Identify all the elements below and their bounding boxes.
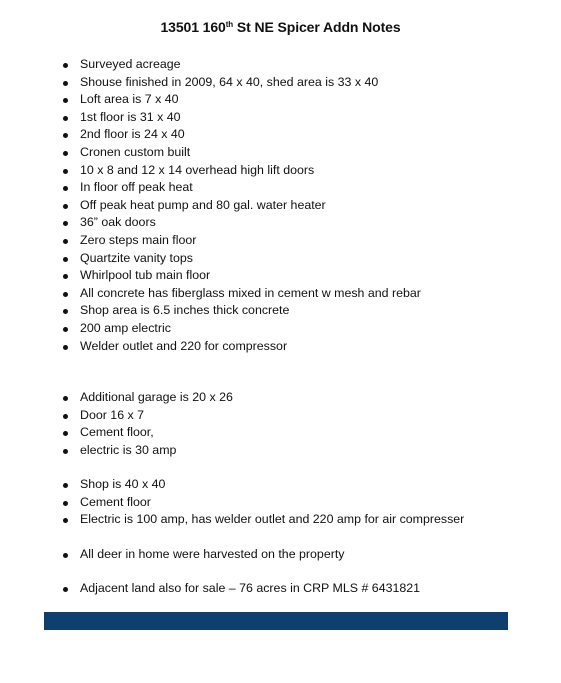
title-superscript: th [225,20,234,29]
list-item-text: Cronen custom built [80,144,191,159]
list-item [64,338,544,356]
list-item-text: 2nd floor is 24 x 40 [80,127,185,142]
list-item-text: Adjacent land also for sale – 76 acres in CRP MLS # 6431821 [80,581,421,595]
page-title [0,19,561,35]
list-item [64,232,544,250]
list-item-text: 200 amp electric [80,320,171,335]
list-item [64,126,544,144]
list-item [64,302,544,320]
list-item [64,250,544,268]
notes-list-shop [64,476,544,529]
list-item-text: Electric is 100 amp, has welder outlet and 220 amp for air compresser [80,512,465,527]
list-item-text: Shop is 40 x 40 [80,477,166,491]
notes-list-deer [64,546,544,564]
list-item [64,144,544,162]
list-item [64,424,544,442]
list-item-text: Quartzite vanity tops [80,250,193,265]
list-item-text: electric is 30 amp [80,442,177,457]
list-item-text: 1st floor is 31 x 40 [80,109,181,124]
list-item [64,407,544,425]
list-item-text: Additional garage is 20 x 26 [80,390,233,404]
list-item [64,91,544,109]
list-item-text: Loft area is 7 x 40 [80,92,179,107]
list-item [64,56,544,74]
list-item-text: Cement floor [80,494,151,509]
list-item [64,267,544,285]
notes-list-land [64,580,544,598]
list-item [64,546,544,564]
list-item-text: Surveyed acreage [80,57,181,71]
list-item [64,389,544,407]
list-item [64,74,544,92]
notes-list-main [64,56,544,355]
list-item [64,179,544,197]
list-item [64,197,544,215]
list-item-text: Shop area is 6.5 inches thick concrete [80,303,290,318]
list-item-text: Off peak heat pump and 80 gal. water heater [80,197,326,212]
list-item-text: Whirlpool tub main floor [80,268,211,283]
notes-list-garage [64,389,544,459]
list-item-text: Shouse finished in 2009, 64 x 40, shed area is 33 x 40 [80,74,379,89]
list-item [64,494,544,512]
list-item-text: All deer in home were harvested on the property [80,547,345,561]
list-item-text: Door 16 x 7 [80,407,145,422]
list-item [64,442,544,460]
list-item-text: 36” oak doors [80,215,156,230]
list-item-text: Welder outlet and 220 for compressor [80,338,288,353]
list-item [64,320,544,338]
list-item [64,511,544,529]
list-item [64,285,544,303]
list-item-text: Zero steps main floor [80,232,197,247]
list-item-text: All concrete has fiberglass mixed in cement w mesh and rebar [80,285,421,300]
title-prefix: 13501 160 [160,19,226,35]
list-item-text: Cement floor, [80,425,154,440]
list-item [64,162,544,180]
list-item [64,476,544,494]
list-item [64,109,544,127]
list-item [64,214,544,232]
list-item [64,580,544,598]
footer-bar [44,612,508,630]
title-suffix: St NE Spicer Addn Notes [233,19,401,35]
list-item-text: 10 x 8 and 12 x 14 overhead high lift doors [80,162,315,177]
list-item-text: In floor off peak heat [80,180,193,195]
